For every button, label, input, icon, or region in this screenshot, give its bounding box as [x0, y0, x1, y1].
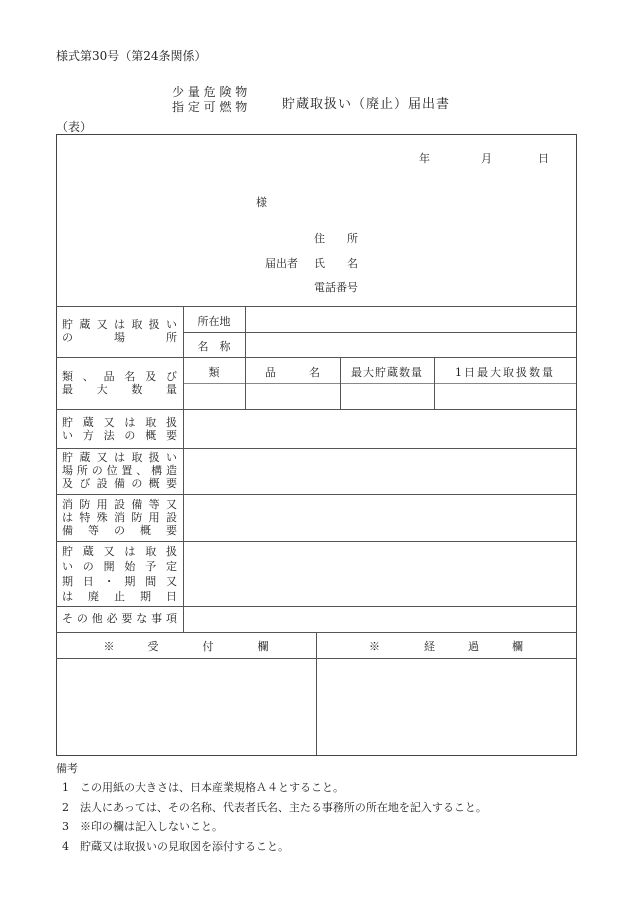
year-label[interactable]: 年	[419, 152, 430, 165]
page-title: 貯蔵取扱い（廃止）届出書	[282, 97, 451, 112]
label-line: 貯蔵又は取扱	[62, 545, 177, 558]
label-line: 及び設備の概要	[62, 477, 177, 490]
label-line: 備 等 の 概 要	[62, 524, 177, 537]
col-product-name: 品 名	[265, 366, 320, 379]
class-field[interactable]	[184, 384, 244, 408]
progress-field	[317, 659, 575, 754]
note-item	[62, 837, 487, 857]
note-text: 法人にあっては、その名称、代表者氏名、主たる事務所の所在地を記入すること。	[80, 800, 487, 814]
form-number: 様式第30号（第24条関係）	[56, 49, 207, 63]
side-label: （表）	[56, 120, 93, 134]
day-label[interactable]: 日	[538, 152, 549, 165]
note-number: 3	[62, 820, 69, 833]
fire-equipment-field[interactable]	[184, 495, 575, 540]
table-divider	[56, 357, 576, 358]
label-line: は 廃 止 期 日	[62, 590, 177, 603]
name-label: 氏 名	[314, 257, 358, 270]
addressee-suffix: 様	[256, 196, 267, 209]
note-item	[62, 798, 487, 818]
phone-label: 電話番号	[314, 281, 358, 294]
product-name-field[interactable]	[246, 384, 339, 408]
note-number: 2	[62, 800, 69, 814]
label-line: い方法の概要	[62, 429, 177, 442]
location-label: 所在地	[197, 315, 231, 328]
note-item	[62, 778, 487, 798]
phone-field[interactable]	[370, 275, 570, 295]
title-stack-line2: 指 定 可 燃 物	[172, 100, 248, 114]
dates-field[interactable]	[184, 542, 575, 605]
note-text: この用紙の大きさは、日本産業規格Ａ４とすること。	[80, 781, 344, 794]
other-field[interactable]	[184, 607, 575, 631]
label-line: 期日・期間又	[62, 575, 177, 588]
notifier-label: 届出者	[265, 257, 298, 270]
place-label	[62, 318, 177, 344]
structure-field[interactable]	[184, 449, 575, 493]
label-line: その他必要な事項	[62, 612, 177, 625]
col-max-storage: 最大貯蔵数量	[351, 366, 423, 379]
quantity-label	[62, 370, 177, 396]
method-field[interactable]	[184, 410, 575, 447]
location-field[interactable]	[246, 307, 575, 332]
notes-list	[62, 778, 487, 856]
fire-equipment-label	[62, 498, 177, 537]
address-label: 住 所	[314, 232, 358, 245]
col-class: 類	[208, 366, 220, 379]
label-line: は特殊消防用設	[62, 511, 177, 524]
dates-label	[62, 545, 177, 605]
label-line: 貯蔵又は取扱	[62, 416, 177, 429]
receipt-field	[57, 659, 315, 754]
col-max-daily: 1日最大取扱数量	[455, 366, 555, 379]
note-number: 4	[62, 839, 69, 853]
max-storage-field[interactable]	[341, 384, 433, 408]
title-stack	[172, 85, 247, 115]
note-text: ※印の欄は記入しないこと。	[80, 820, 223, 833]
notes-title: 備考	[56, 762, 78, 775]
label-line: 場所の位置、構造	[62, 464, 177, 477]
label-line: 貯蔵又は取扱い	[62, 318, 177, 331]
structure-label	[62, 451, 177, 490]
method-label	[62, 416, 177, 442]
month-label[interactable]: 月	[481, 152, 492, 165]
label-line: 貯蔵又は取扱い	[62, 451, 177, 464]
name-field[interactable]	[370, 251, 570, 271]
label-line: いの開始予定	[62, 560, 177, 573]
facility-name-label: 名 称	[197, 340, 231, 353]
max-daily-field[interactable]	[435, 384, 575, 408]
progress-header: ※ 経 過 欄	[369, 640, 523, 653]
other-label	[62, 612, 177, 625]
facility-name-field[interactable]	[246, 333, 575, 357]
note-number: 1	[62, 781, 69, 794]
label-line: の 場 所	[62, 331, 177, 344]
label-line: 最 大 数 量	[62, 383, 177, 396]
note-item	[62, 817, 487, 837]
title-stack-line1: 少 量 危 険 物	[172, 85, 248, 99]
label-line: 類 、 品 名 及 び	[62, 370, 177, 383]
address-field[interactable]	[370, 226, 570, 246]
label-line: 消防用設備等又	[62, 498, 177, 511]
note-text: 貯蔵又は取扱いの見取図を添付すること。	[80, 839, 289, 853]
receipt-header: ※ 受 付 欄	[103, 640, 269, 653]
